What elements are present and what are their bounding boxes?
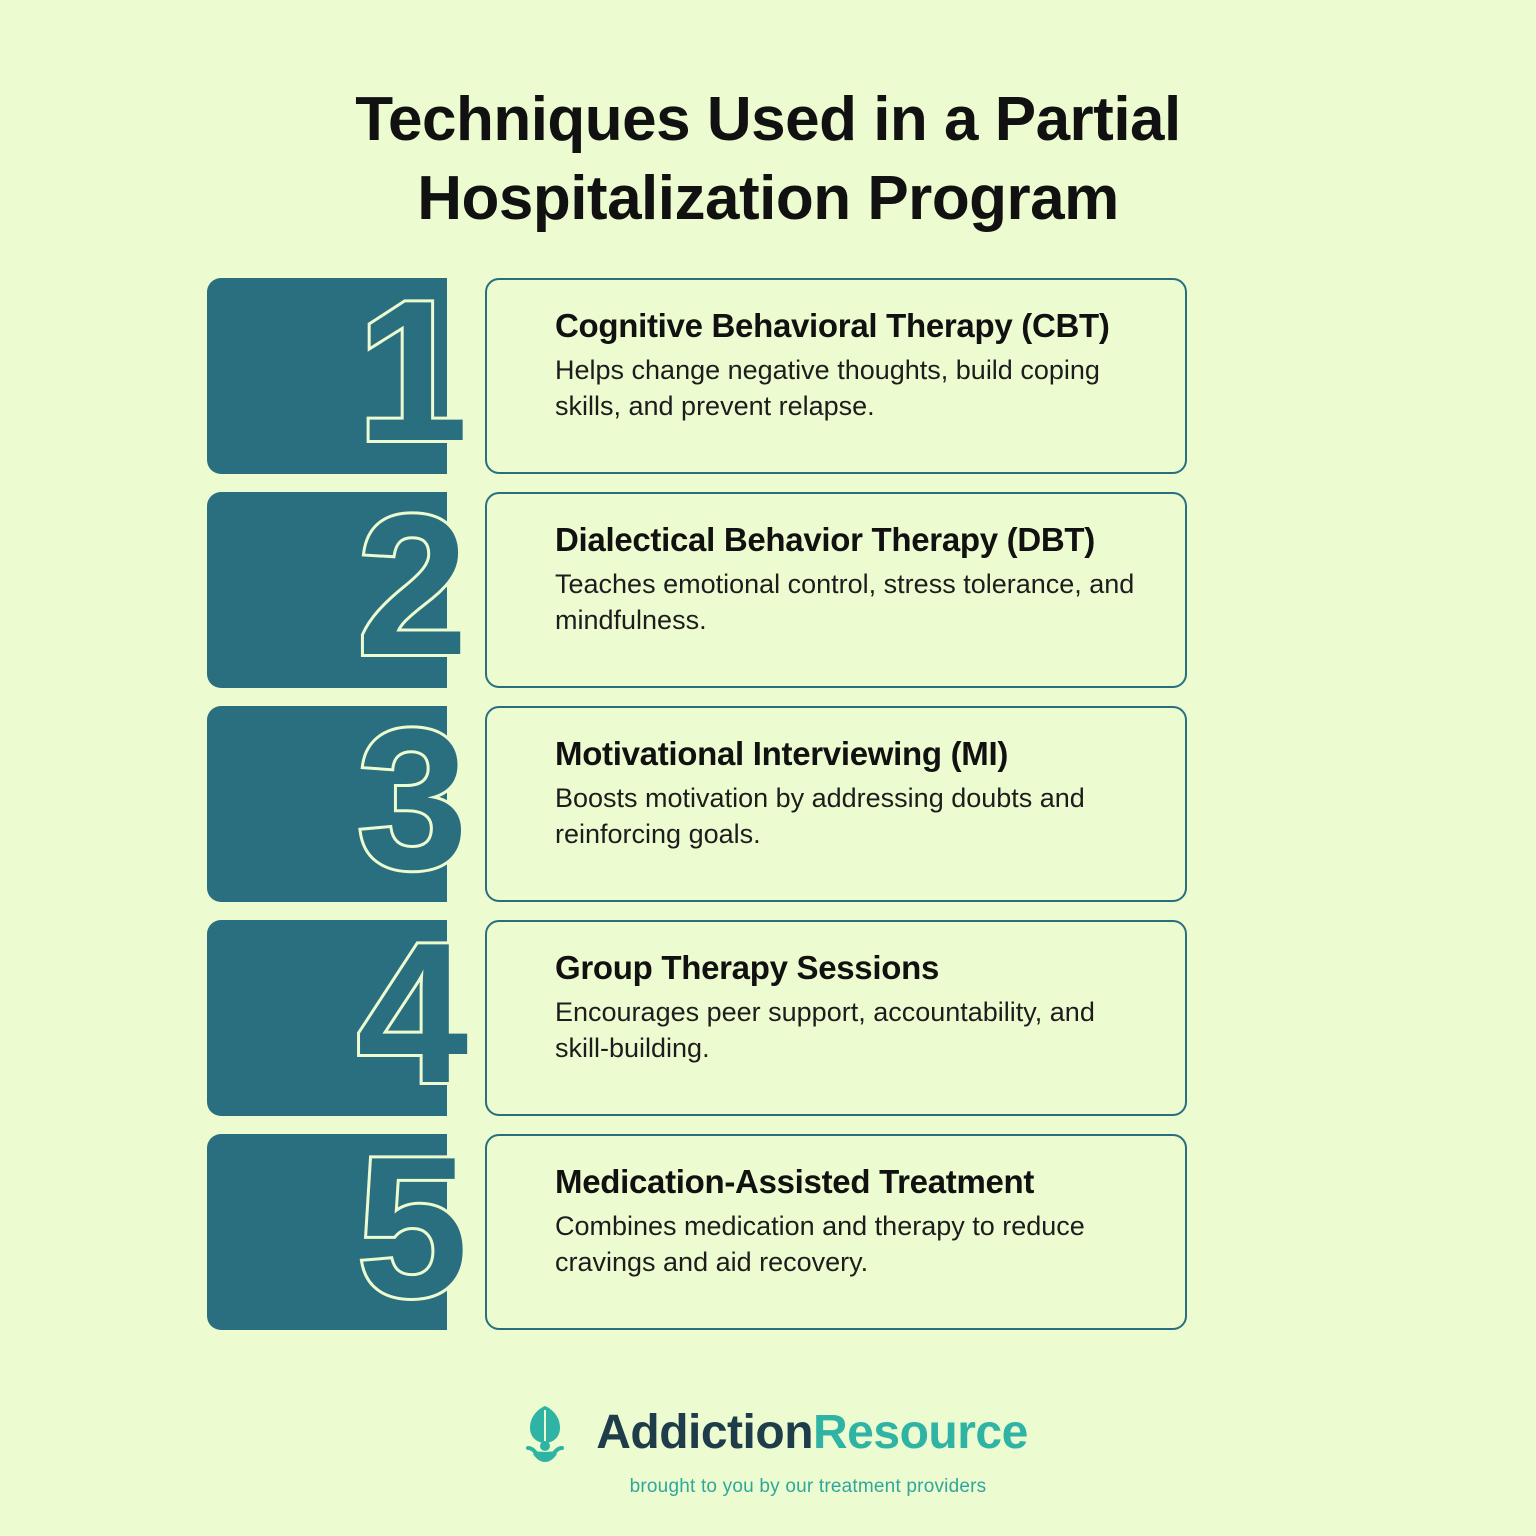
footer xyxy=(0,1396,1536,1498)
number-block xyxy=(207,1134,447,1330)
technique-card xyxy=(485,1134,1187,1330)
list-item xyxy=(207,260,1187,483)
number-glyph: 5 xyxy=(357,1116,469,1339)
technique-heading: Dialectical Behavior Therapy (DBT) xyxy=(555,521,1095,558)
number-glyph: 3 xyxy=(357,688,469,911)
brand-logo xyxy=(508,1396,1028,1470)
brand-part-one: Addiction xyxy=(596,1406,814,1459)
brand-wordmark xyxy=(596,1406,1028,1459)
list-item xyxy=(207,474,1187,697)
technique-description: Helps change negative thoughts, build coping skills, and prevent relapse. xyxy=(555,354,1100,422)
technique-card xyxy=(485,278,1187,474)
leaf-person-logo-icon xyxy=(508,1396,582,1470)
list-item xyxy=(207,1116,1187,1339)
technique-card xyxy=(485,920,1187,1116)
technique-heading: Group Therapy Sessions xyxy=(555,949,940,986)
technique-description: Combines medication and therapy to reduce cravings and aid recovery. xyxy=(555,1210,1085,1278)
technique-description: Teaches emotional control, stress tolerance, and mindfulness. xyxy=(555,568,1135,636)
number-glyph: 4 xyxy=(357,902,469,1125)
number-block xyxy=(207,492,447,688)
number-block xyxy=(207,706,447,902)
number-glyph: 2 xyxy=(357,474,469,697)
list-item xyxy=(207,902,1187,1125)
technique-card xyxy=(485,492,1187,688)
technique-description: Encourages peer support, accountability, and skill-building. xyxy=(555,996,1095,1064)
number-glyph: 1 xyxy=(357,260,469,483)
page-title: Techniques Used in a Partial Hospitalization Program xyxy=(355,85,1181,234)
technique-heading: Cognitive Behavioral Therapy (CBT) xyxy=(555,307,1110,344)
technique-heading: Motivational Interviewing (MI) xyxy=(555,735,1009,772)
technique-heading: Medication-Assisted Treatment xyxy=(555,1163,1035,1200)
number-block xyxy=(207,920,447,1116)
technique-list xyxy=(207,260,1187,1348)
brand-part-two: Resource xyxy=(813,1406,1028,1459)
brand-tagline: brought to you by our treatment providers xyxy=(629,1476,987,1497)
technique-description: Boosts motivation by addressing doubts and reinforcing goals. xyxy=(555,782,1085,850)
list-item xyxy=(207,688,1187,911)
technique-card xyxy=(485,706,1187,902)
number-block xyxy=(207,278,447,474)
